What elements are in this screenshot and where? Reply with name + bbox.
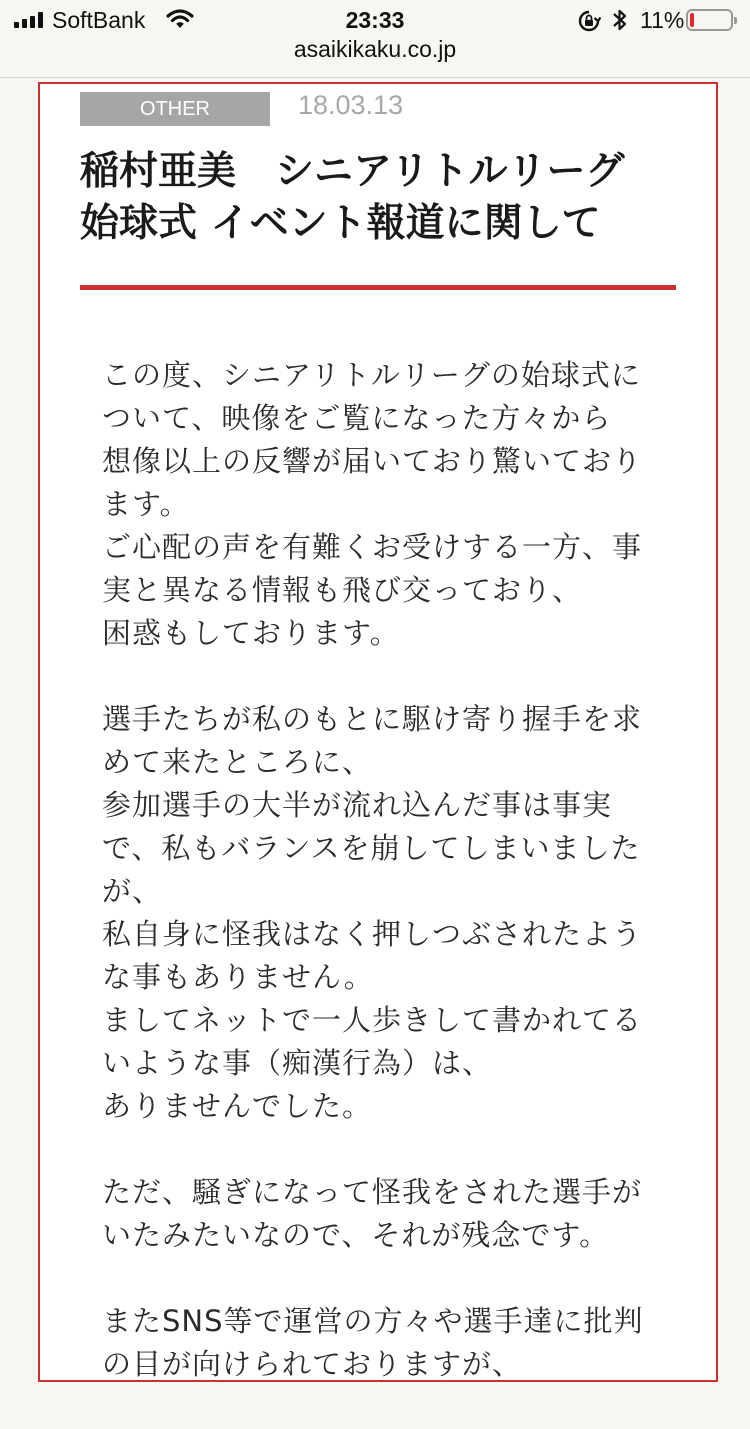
rotation-lock-icon — [577, 9, 601, 39]
battery-icon — [686, 9, 733, 31]
body-paragraph-1: この度、シニアリトルリーグの始球式について、映像をご覧になった方々から 想像以上の反響が届いており驚いております。 ご心配の声を有難くお受けする一方、事実と異なる情報も飛び交っており、 困惑もしております。 — [102, 358, 643, 650]
address-bar[interactable] — [0, 36, 750, 78]
carrier-name: SoftBank — [52, 7, 146, 33]
body-paragraph-3: ただ、騒ぎになって怪我をされた選手がいたみたいなので、それが残念です。 — [102, 1175, 643, 1252]
title-divider — [80, 285, 676, 290]
body-paragraph-2: 選手たちが私のもとに駆け寄り握手を求めて来たところに、 参加選手の大半が流れ込んだ事は事実で、私もバランスを崩してしまいましたが、 私自身に怪我はなく押しつぶされたような事もありません。 ましてネットで一人歩きして書かれてるいような事（痴漢行為）は、 ありませんでした。 — [102, 702, 643, 1123]
bluetooth-icon — [611, 7, 629, 39]
article-card — [38, 82, 718, 1382]
post-date: 18.03.13 — [298, 90, 404, 120]
category-tag[interactable]: OTHER — [80, 92, 270, 126]
battery-level-fill — [690, 13, 694, 27]
post-title: 稲村亜美 シニアリトルリーグ 始球式 イベント報道に関して — [80, 149, 625, 246]
status-bar — [0, 0, 750, 40]
post-body — [102, 354, 662, 1429]
url-text[interactable]: asaikikaku.co.jp — [293, 36, 457, 62]
battery-percentage: 11% — [640, 7, 685, 33]
clock: 23:33 — [345, 7, 405, 33]
body-paragraph-4: またSNS等で運営の方々や選手達に批判の目が向けられておりますが、 — [102, 1304, 644, 1381]
